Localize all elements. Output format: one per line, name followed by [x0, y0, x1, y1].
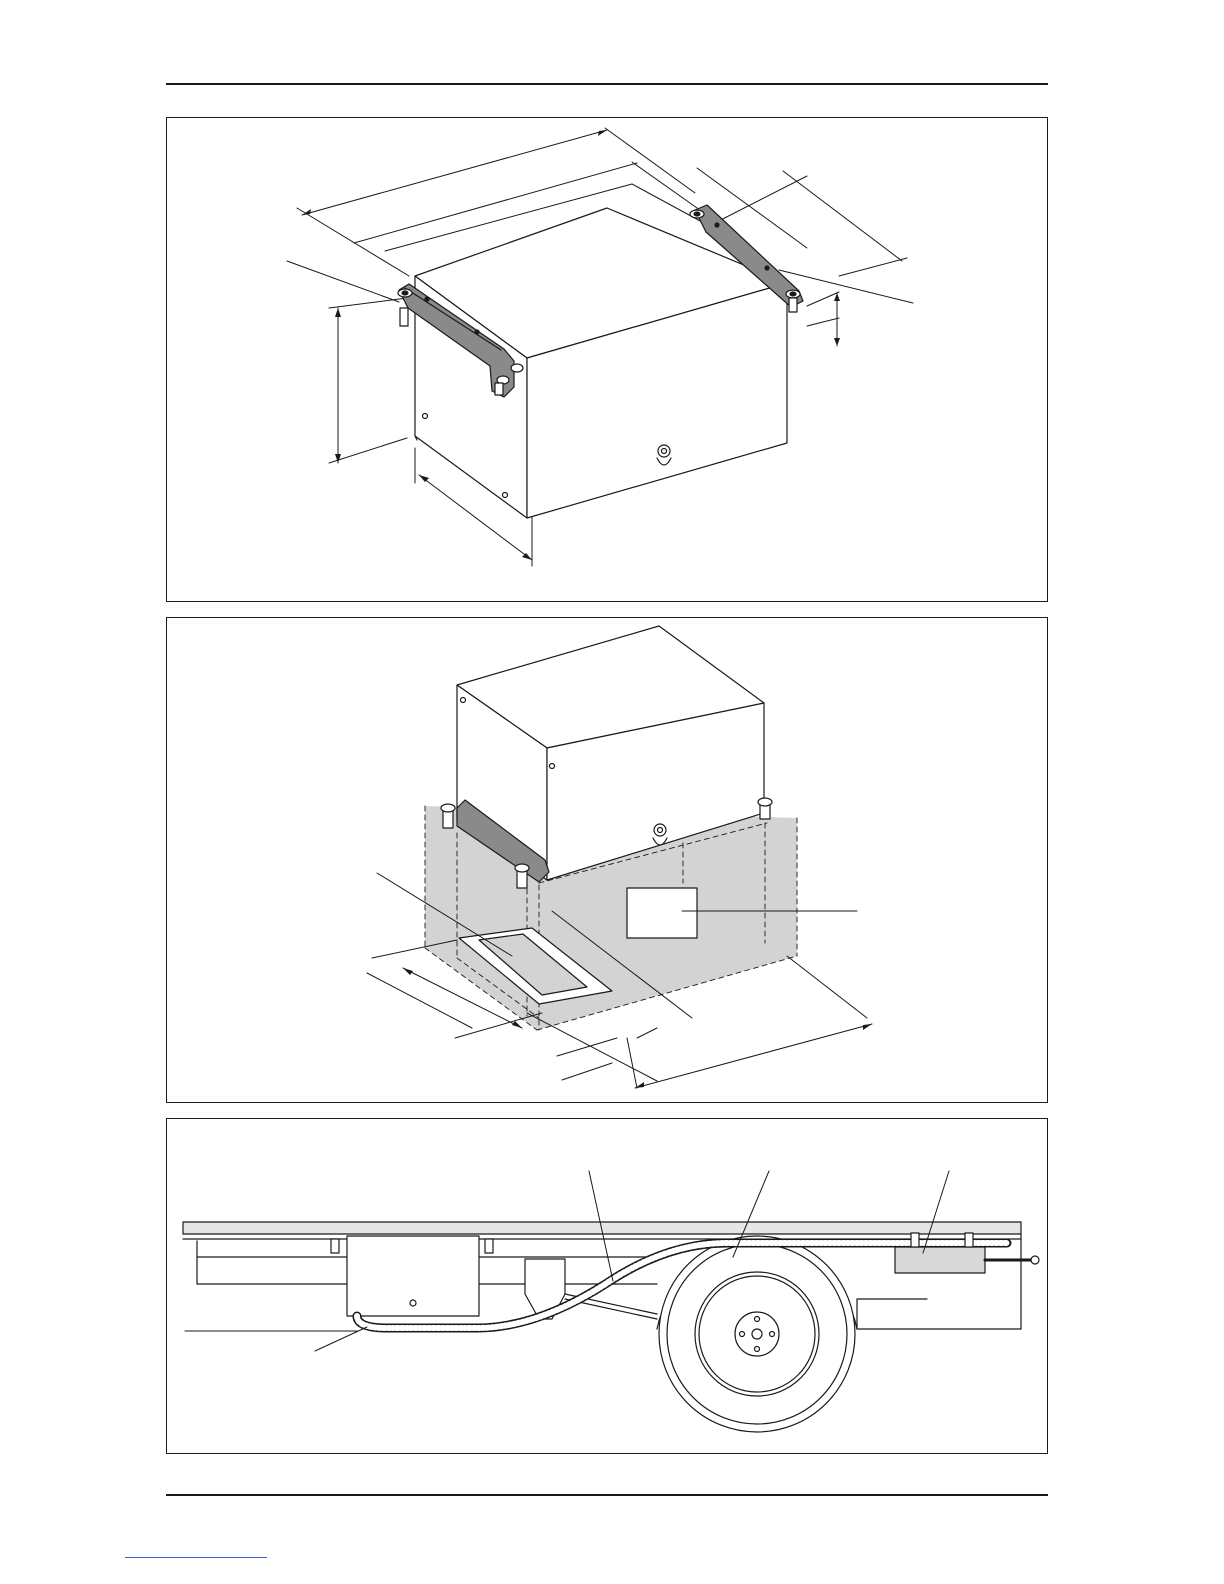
header-rule: [166, 83, 1048, 85]
figure-box-dimensions: [166, 117, 1048, 602]
chassis-frame: [183, 1222, 1021, 1329]
figure-chassis-installation: [166, 1118, 1048, 1454]
wheel: [657, 1236, 857, 1432]
mounting-template-drawing: [167, 618, 1047, 1102]
figure-mounting-template: [166, 617, 1048, 1103]
page-link-underline[interactable]: [125, 1557, 267, 1558]
chassis-installation-drawing: [167, 1119, 1047, 1453]
footer-rule: [166, 1494, 1048, 1496]
tank-box: [331, 1236, 493, 1316]
box-dimensions-drawing: [167, 118, 1047, 601]
